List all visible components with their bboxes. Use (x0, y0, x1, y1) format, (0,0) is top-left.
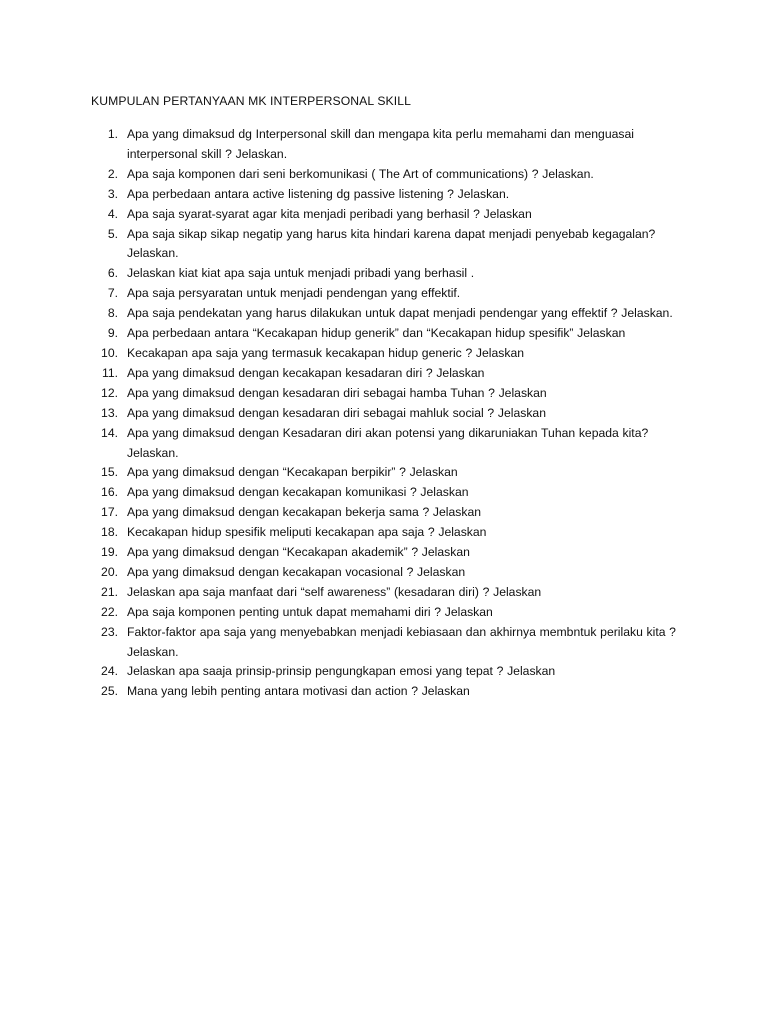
question-number: 9. (107, 326, 118, 341)
list-item (91, 583, 691, 603)
question-text: Jelaskan apa saja manfaat dari “self awareness” (kesadaran diri) ? Jelaskan (127, 584, 542, 599)
question-text: Apa yang dimaksud dengan kesadaran diri sebagai mahluk social ? Jelaskan (127, 405, 546, 420)
list-item (91, 463, 691, 483)
list-item (91, 563, 691, 583)
list-item (91, 483, 691, 503)
question-text: Apa saja persyaratan untuk menjadi pendengan yang effektif. (127, 286, 461, 301)
question-number: 4. (107, 206, 118, 221)
list-item (91, 185, 691, 205)
list-item (91, 543, 691, 563)
question-text: Apa yang dimaksud dengan kecakapan komunikasi ? Jelaskan (127, 485, 469, 500)
question-number: 18. (101, 525, 118, 540)
question-number: 3. (107, 186, 118, 201)
question-number: 11. (101, 365, 118, 380)
list-item (91, 324, 691, 344)
question-number: 25. (101, 684, 118, 699)
question-text: Apa perbedaan antara “Kecakapan hidup generik” dan “Kecakapan hidup spesifik” Jelaskan (127, 326, 626, 341)
question-number: 22. (101, 604, 118, 619)
question-number: 7. (107, 286, 118, 301)
question-number: 8. (107, 306, 118, 321)
question-text: Kecakapan apa saja yang termasuk kecakapan hidup generic ? Jelaskan (127, 345, 525, 360)
document-title: KUMPULAN PERTANYAAN MK INTERPERSONAL SKILL (91, 94, 412, 108)
question-text: Apa yang dimaksud dengan kecakapan bekerja sama ? Jelaskan (127, 505, 482, 520)
question-number: 5. (107, 226, 118, 241)
question-text: Apa yang dimaksud dengan kecakapan vocasional ? Jelaskan (127, 564, 466, 579)
list-item (91, 404, 691, 424)
question-number: 15. (101, 465, 118, 480)
question-text: Apa saja komponen dari seni berkomunikasi ( The Art of communications) ? Jelaskan. (127, 166, 594, 181)
list-item (91, 225, 691, 265)
list-item (91, 682, 691, 702)
question-text: Mana yang lebih penting antara motivasi dan action ? Jelaskan (127, 684, 470, 699)
question-number: 24. (101, 664, 118, 679)
list-item (91, 344, 691, 364)
question-text: Apa saja syarat-syarat agar kita menjadi peribadi yang berhasil ? Jelaskan (127, 206, 532, 221)
question-text: Faktor-faktor apa saja yang menyebabkan menjadi kebiasaan dan akhirnya membntuk perilaku kita ? Jelaskan. (127, 624, 676, 659)
question-number: 13. (101, 405, 118, 420)
list-item (91, 384, 691, 404)
list-item (91, 125, 691, 165)
question-text: Apa saja komponen penting untuk dapat memahami diri ? Jelaskan (127, 604, 493, 619)
question-number: 19. (101, 545, 118, 560)
question-list (91, 125, 691, 702)
question-text: Apa yang dimaksud dengan kecakapan kesadaran diri ? Jelaskan (127, 365, 485, 380)
list-item (91, 523, 691, 543)
question-number: 1. (107, 127, 118, 141)
list-item (91, 205, 691, 225)
list-item (91, 424, 691, 464)
question-number: 6. (107, 266, 118, 281)
list-item (91, 623, 691, 663)
question-number: 20. (101, 564, 118, 579)
question-number: 10. (101, 345, 118, 360)
list-item (91, 503, 691, 523)
list-item (91, 304, 691, 324)
question-text: Apa yang dimaksud dengan Kesadaran diri akan potensi yang dikaruniakan Tuhan kepada kita? Jelaskan. (127, 425, 649, 460)
question-text: Jelaskan kiat kiat apa saja untuk menjadi pribadi yang berhasil . (127, 266, 475, 281)
list-item (91, 165, 691, 185)
question-text: Apa yang dimaksud dengan “Kecakapan akademik” ? Jelaskan (127, 545, 470, 560)
question-text: Apa yang dimaksud dg Interpersonal skill dan mengapa kita perlu memahami dan menguasai interpersonal skill ? Jelaskan. (127, 127, 634, 161)
question-text: Kecakapan hidup spesifik meliputi kecakapan apa saja ? Jelaskan (127, 525, 487, 540)
question-number: 12. (101, 385, 118, 400)
question-number: 21. (101, 584, 118, 599)
question-number: 23. (101, 624, 118, 639)
question-text: Apa yang dimaksud dengan kesadaran diri sebagai hamba Tuhan ? Jelaskan (127, 385, 547, 400)
list-item (91, 284, 691, 304)
question-number: 14. (101, 425, 118, 440)
list-item (91, 364, 691, 384)
list-item (91, 264, 691, 284)
list-item (91, 662, 691, 682)
question-number: 17. (101, 505, 118, 520)
question-text: Apa yang dimaksud dengan “Kecakapan berpikir” ? Jelaskan (127, 465, 458, 480)
question-text: Apa perbedaan antara active listening dg passive listening ? Jelaskan. (127, 186, 510, 201)
question-number: 2. (107, 166, 118, 181)
question-text: Apa saja sikap sikap negatip yang harus kita hindari karena dapat menjadi penyebab kegagalan? Jelaskan. (127, 226, 656, 261)
question-text: Apa saja pendekatan yang harus dilakukan untuk dapat menjadi pendengar yang effektif ? Jelaskan. (127, 306, 673, 321)
question-text: Jelaskan apa saaja prinsip-prinsip pengungkapan emosi yang tepat ? Jelaskan (127, 664, 556, 679)
question-number: 16. (101, 485, 118, 500)
list-item (91, 603, 691, 623)
